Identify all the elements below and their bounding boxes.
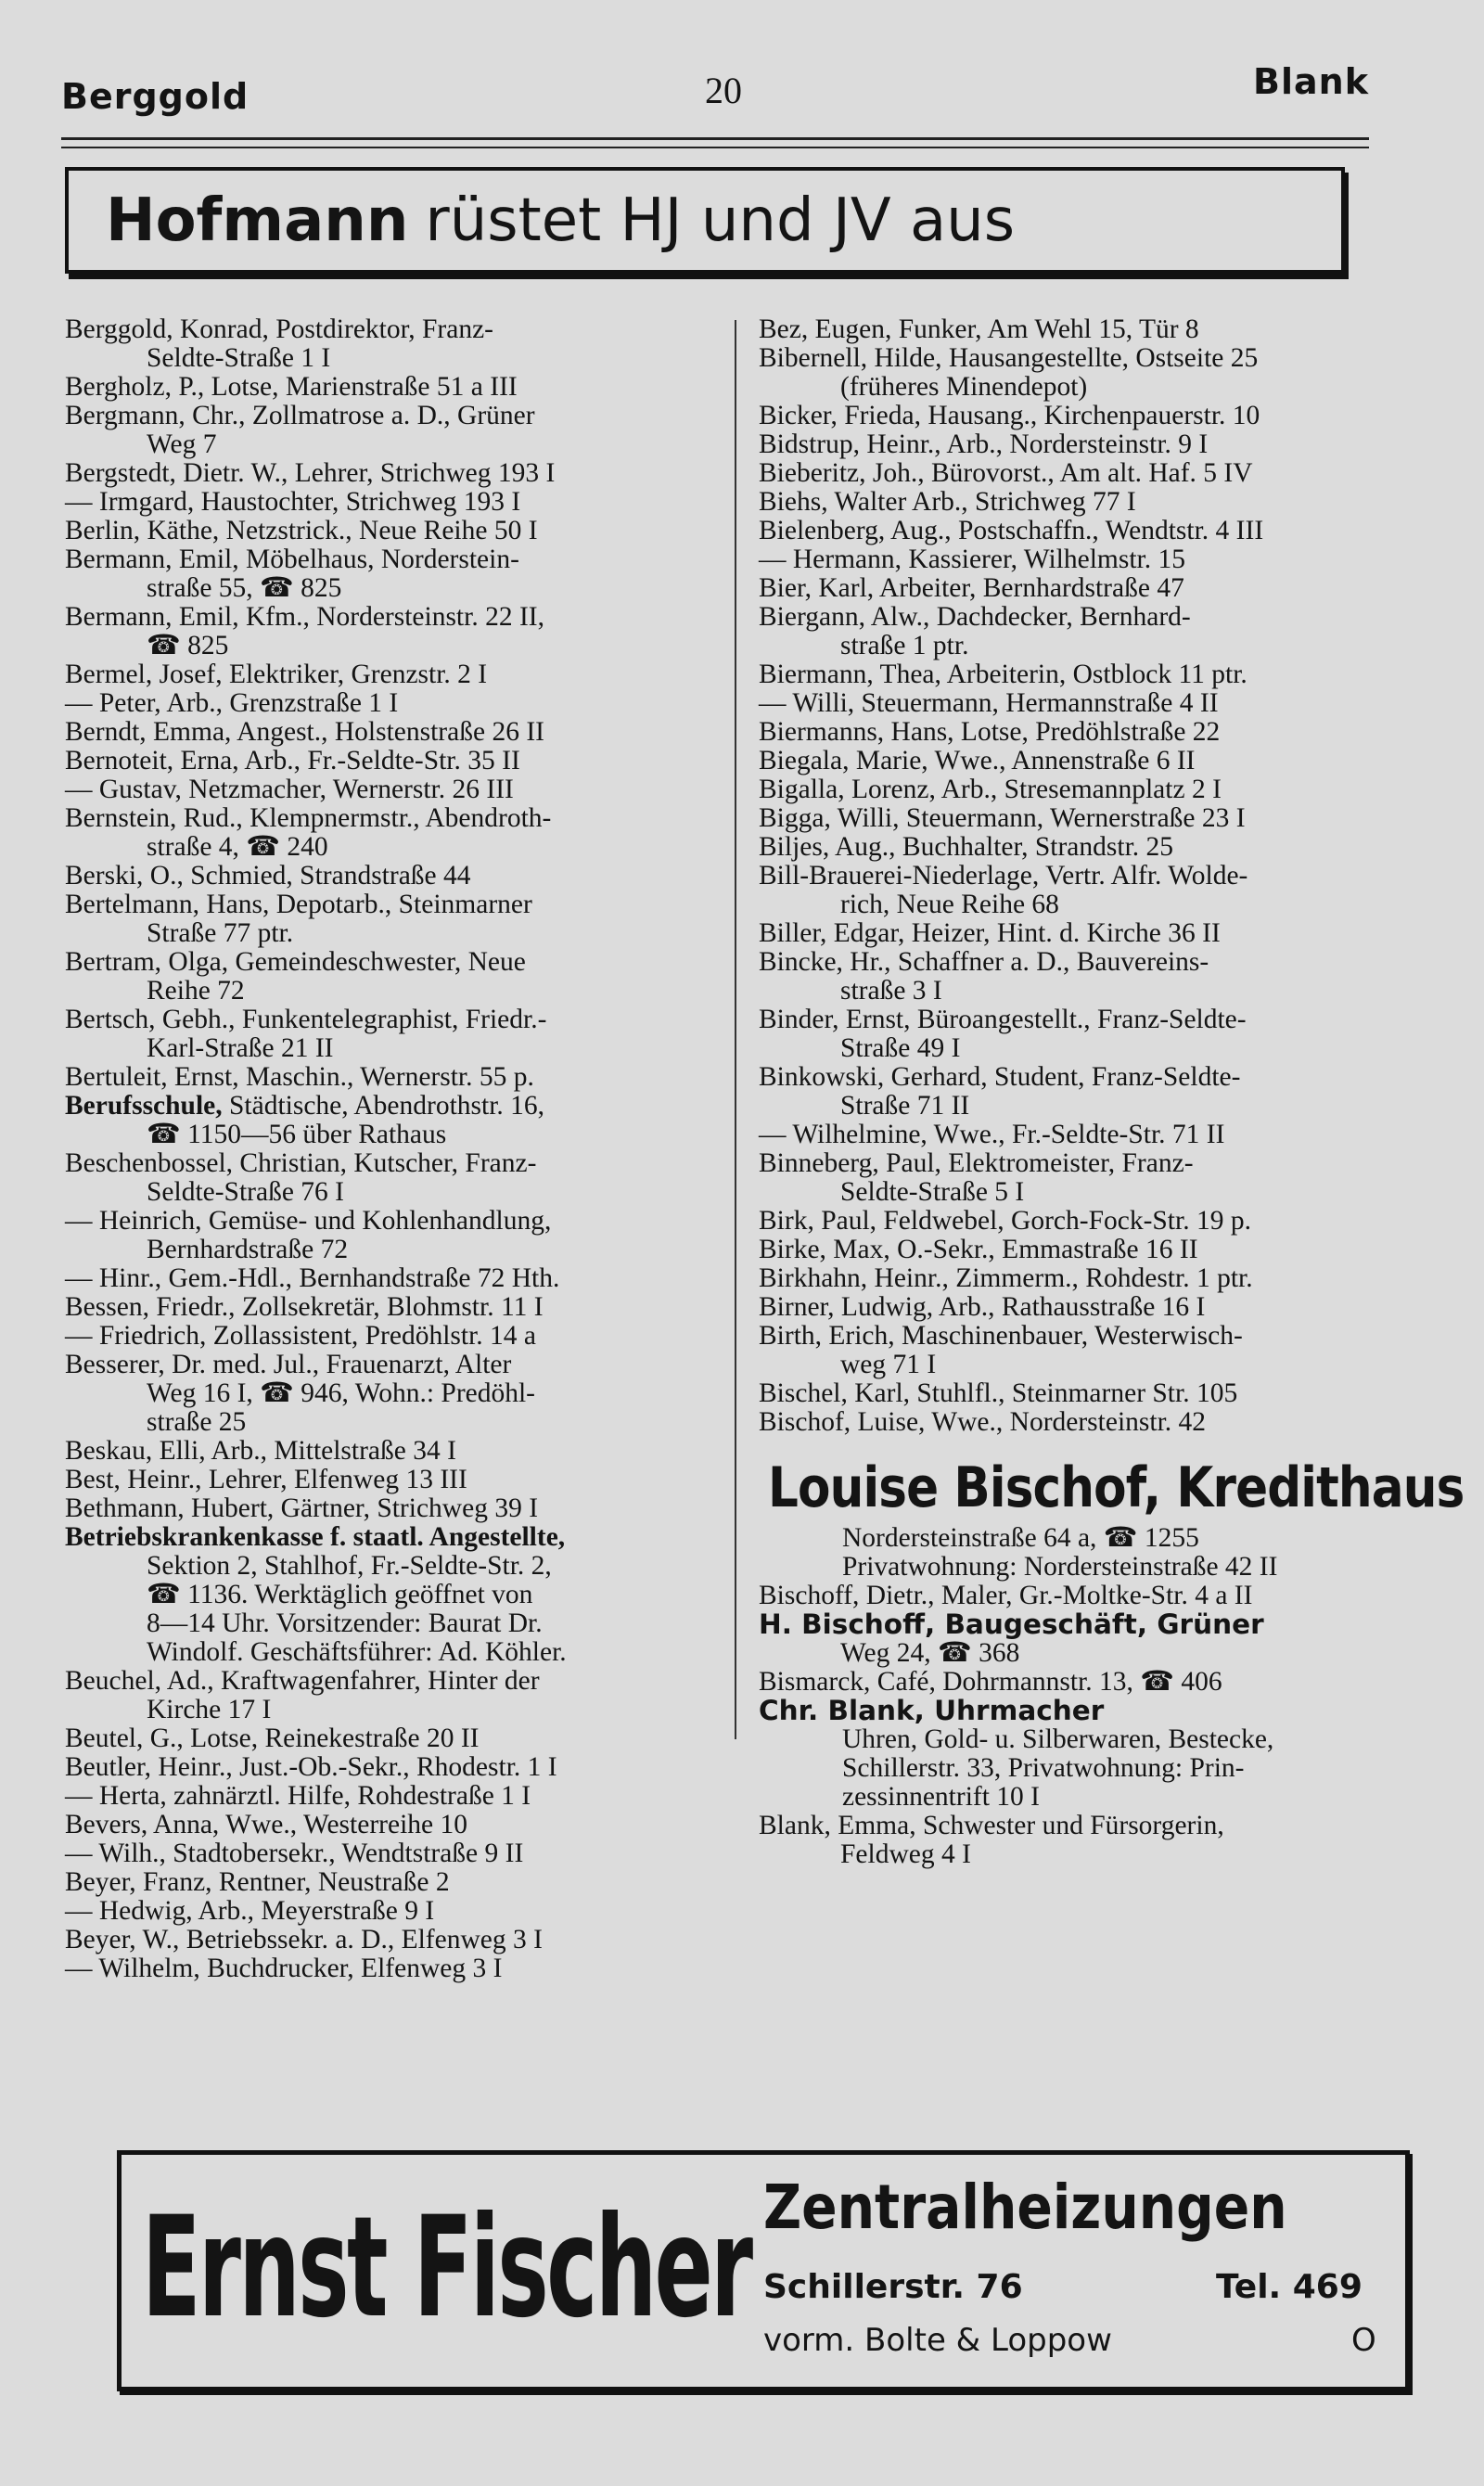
directory-entry-line: Bischel, Karl, Stuhlfl., Steinmarner Str. 105 [759,1378,1238,1408]
directory-entry-line: Binder, Ernst, Büroangestellt., Franz-Seldte- [759,1005,1247,1034]
directory-entry-line: Berufsschule, Städtische, Abendrothstr. 16, [65,1091,545,1121]
directory-entry-line: — Heinrich, Gemüse- und Kohlenhandlung, [65,1206,552,1236]
directory-entry-line: Bibernell, Hilde, Hausangestellte, Ostseite 25 [759,343,1259,373]
directory-entry-line: Birk, Paul, Feldwebel, Gorch-Fock-Str. 19 p. [759,1206,1251,1236]
column-divider [735,320,736,1739]
directory-entry-line: Bez, Eugen, Funker, Am Wehl 15, Tür 8 [759,314,1199,344]
directory-entry-line: Bieberitz, Joh., Bürovorst., Am alt. Haf. 5 IV [759,458,1253,488]
directory-entry-line: Birth, Erich, Maschinenbauer, Westerwisch- [759,1321,1243,1351]
header-rule-thin [61,147,1369,148]
directory-entry-line: Chr. Blank, Uhrmacher [759,1695,1105,1726]
directory-entry-line: ☎ 1136. Werktäglich geöffnet von [147,1580,533,1609]
directory-entry-line: Beuchel, Ad., Kraftwagenfahrer, Hinter der [65,1666,540,1696]
running-head-right: Blank [1253,61,1369,102]
directory-entry-line: straße 25 [147,1407,247,1437]
directory-entry-line: Sektion 2, Stahlhof, Fr.-Seldte-Str. 2, [147,1551,552,1581]
ad-address: Schillerstr. 76 [763,2268,1023,2306]
directory-entry-line: Bertuleit, Ernst, Maschin., Wernerstr. 55 p. [65,1062,534,1092]
directory-entry-line: Blank, Emma, Schwester und Fürsorgerin, [759,1811,1224,1840]
directory-entry-line: Bethmann, Hubert, Gärtner, Strichweg 39 I [65,1493,539,1523]
directory-entry-line: Birner, Ludwig, Arb., Rathausstraße 16 I [759,1292,1206,1322]
directory-entry-line: Bergmann, Chr., Zollmatrose a. D., Grüner [65,401,535,430]
directory-entry-line: Nordersteinstraße 64 a, ☎ 1255 [842,1523,1199,1553]
directory-entry-line: Bermel, Josef, Elektriker, Grenzstr. 2 I [65,660,488,689]
running-head-left: Berggold [61,76,249,117]
directory-entry-line: — Willi, Steuermann, Hermannstraße 4 II [759,688,1219,718]
directory-entry-line: Feldweg 4 I [840,1839,971,1869]
directory-entry-line: Uhren, Gold- u. Silberwaren, Bestecke, [842,1724,1274,1754]
directory-entry-line: Bernoteit, Erna, Arb., Fr.-Seldte-Str. 35 II [65,746,520,775]
banner-slogan: rüstet HJ und JV aus [425,186,1016,255]
hofmann-advertisement [65,167,1345,274]
directory-entry-line: — Hinr., Gem.-Hdl., Bernhandstraße 72 Hth. [65,1263,560,1293]
directory-entry-line: straße 55, ☎ 825 [147,573,342,603]
directory-entry-line: Straße 49 I [840,1033,961,1063]
directory-entry-line: Bismarck, Café, Dohrmannstr. 13, ☎ 406 [759,1667,1222,1697]
directory-entry-line: Seldte-Straße 1 I [147,343,331,373]
directory-entry-line: Berlin, Käthe, Netzstrick., Neue Reihe 50 I [65,516,538,545]
directory-entry-line: Bertram, Olga, Gemeindeschwester, Neue [65,947,526,977]
directory-entry-line: Besserer, Dr. med. Jul., Frauenarzt, Alter [65,1350,512,1379]
directory-entry-line: Bessen, Friedr., Zollsekretär, Blohmstr. 11 I [65,1292,544,1322]
directory-entry-line: Betriebskrankenkasse f. staatl. Angestellte, [65,1522,566,1552]
directory-entry-line: Straße 71 II [840,1091,970,1121]
directory-entry-line: — Gustav, Netzmacher, Wernerstr. 26 III [65,775,514,804]
directory-entry-line: Beskau, Elli, Arb., Mittelstraße 34 I [65,1436,456,1466]
directory-entry-line: Beyer, Franz, Rentner, Neustraße 2 [65,1867,450,1897]
directory-entry-line: Bier, Karl, Arbeiter, Bernhardstraße 47 [759,573,1184,603]
directory-entry-line: Berggold, Konrad, Postdirektor, Franz- [65,314,494,344]
left-column-entries [65,315,722,1983]
directory-entry-line: Bincke, Hr., Schaffner a. D., Bauvereins- [759,947,1209,977]
directory-entry-line: straße 3 I [840,976,942,1006]
directory-entry-line: Best, Heinr., Lehrer, Elfenweg 13 III [65,1465,467,1494]
directory-entry-line: — Wilhelmine, Wwe., Fr.-Seldte-Str. 71 II [759,1120,1225,1149]
ad-formerly: vorm. Bolte & Loppow [763,2322,1112,2359]
directory-entry-line: Bermann, Emil, Möbelhaus, Norderstein- [65,545,519,574]
directory-entry-line: H. Bischoff, Baugeschäft, Grüner [759,1608,1264,1640]
directory-entry-line: Bigga, Willi, Steuermann, Wernerstraße 23 I [759,803,1246,833]
directory-entry-line: Bigalla, Lorenz, Arb., Stresemannplatz 2 I [759,775,1222,804]
directory-entry-line: Windolf. Geschäftsführer: Ad. Köhler. [147,1637,567,1667]
directory-entry-line: Berski, O., Schmied, Strandstraße 44 [65,861,471,891]
directory-entry-line: Beschenbossel, Christian, Kutscher, Franz- [65,1148,537,1178]
directory-entry-line: Bernhardstraße 72 [147,1235,349,1264]
directory-entry-line: — Wilhelm, Buchdrucker, Elfenweg 3 I [65,1954,503,1983]
directory-entry-line: — Hedwig, Arb., Meyerstraße 9 I [65,1896,435,1926]
ernst-fischer-advertisement [117,2150,1410,2391]
directory-entry-line: Seldte-Straße 5 I [840,1177,1025,1207]
directory-entry-line: Biegala, Marie, Wwe., Annenstraße 6 II [759,746,1196,775]
directory-entry-line: Weg 16 I, ☎ 946, Wohn.: Predöhl- [147,1378,536,1408]
directory-entry-line: weg 71 I [840,1350,937,1379]
directory-entry-line: — Irmgard, Haustochter, Strichweg 193 I [65,487,521,517]
directory-entry-line: Bergstedt, Dietr. W., Lehrer, Strichweg 193 I [65,458,556,488]
directory-entry-line: Bermann, Emil, Kfm., Nordersteinstr. 22 II, [65,602,544,632]
directory-entry-line: Weg 7 [147,429,217,459]
directory-entry-line: Birkhahn, Heinr., Zimmerm., Rohdestr. 1 ptr. [759,1263,1253,1293]
ad-mark: O [1351,2322,1376,2359]
directory-entry-line: Berndt, Emma, Angest., Holstenstraße 26 II [65,717,544,747]
directory-entry-line: 8—14 Uhr. Vorsitzender: Baurat Dr. [147,1608,543,1638]
directory-entry-line: Bergholz, P., Lotse, Marienstraße 51 a III [65,372,518,402]
directory-entry-line: Karl-Straße 21 II [147,1033,334,1063]
directory-entry-line: Biljes, Aug., Buchhalter, Strandstr. 25 [759,832,1174,862]
directory-entry-line: Birke, Max, O.-Sekr., Emmastraße 16 II [759,1235,1198,1264]
directory-entry-line: Bernstein, Rud., Klempnermstr., Abendroth- [65,803,552,833]
directory-entry-line: Bischof, Luise, Wwe., Nordersteinstr. 42 [759,1407,1207,1437]
directory-entry-line: Biehs, Walter Arb., Strichweg 77 I [759,487,1136,517]
directory-entry-line: Reihe 72 [147,976,245,1006]
directory-entry-line: Bertsch, Gebh., Funkentelegraphist, Friedr.- [65,1005,547,1034]
right-column-entries [759,314,1465,1869]
directory-entry-line: Straße 77 ptr. [147,918,294,948]
directory-entry-line: Beyer, W., Betriebssekr. a. D., Elfenweg 3 I [65,1925,543,1954]
banner-brand: Hofmann [106,186,409,255]
directory-entry-line: Binkowski, Gerhard, Student, Franz-Seldte- [759,1062,1241,1092]
directory-entry-line: Bill-Brauerei-Niederlage, Vertr. Alfr. Wolde- [759,861,1248,891]
ad-company-name: Ernst Fischer [142,2187,751,2349]
directory-entry-line: zessinnentrift 10 I [842,1782,1040,1812]
directory-entry-line: Bidstrup, Heinr., Arb., Nordersteinstr. 9 I [759,429,1209,459]
directory-entry-line: Beutler, Heinr., Just.-Ob.-Sekr., Rhodestr. 1 I [65,1752,557,1782]
directory-entry-line: straße 1 ptr. [840,631,969,660]
directory-entry-line: Bicker, Frieda, Hausang., Kirchenpauerstr. 10 [759,401,1260,430]
directory-entry-line: Weg 24, ☎ 368 [840,1638,1020,1668]
ad-telephone: Tel. 469 [1216,2268,1362,2306]
directory-entry-line: Kirche 17 I [147,1695,272,1724]
directory-entry-line: Bielenberg, Aug., Postschaffn., Wendtstr. 4 III [759,516,1264,545]
directory-entry-line: (früheres Minendepot) [840,372,1088,402]
directory-entry-line: Bevers, Anna, Wwe., Westerreihe 10 [65,1810,467,1839]
directory-entry-line: Seldte-Straße 76 I [147,1177,344,1207]
ad-trade: Zentralheizungen [763,2172,1287,2243]
directory-entry-line: Schillerstr. 33, Privatwohnung: Prin- [842,1753,1245,1783]
directory-entry-line: Beutel, G., Lotse, Reinekestraße 20 II [65,1724,480,1753]
directory-entry-line: Biermann, Thea, Arbeiterin, Ostblock 11 ptr. [759,660,1247,689]
directory-entry-line: — Wilh., Stadtobersekr., Wendtstraße 9 II [65,1839,524,1868]
directory-entry-line: Bischoff, Dietr., Maler, Gr.-Moltke-Str. 4 a II [759,1581,1253,1610]
louise-bischof-advertisement: Louise Bischof, Kredithaus [768,1455,1465,1520]
directory-entry-line: Privatwohnung: Nordersteinstraße 42 II [842,1552,1278,1582]
page-number: 20 [705,70,742,111]
directory-entry-line: ☎ 825 [147,631,229,660]
header-rule [61,137,1369,140]
directory-entry-line: ☎ 1150—56 über Rathaus [147,1120,447,1149]
directory-entry-line: Biergann, Alw., Dachdecker, Bernhard- [759,602,1191,632]
directory-entry-line: — Hermann, Kassierer, Wilhelmstr. 15 [759,545,1185,574]
directory-entry-line: Biermanns, Hans, Lotse, Predöhlstraße 22 [759,717,1221,747]
directory-entry-line: rich, Neue Reihe 68 [840,890,1059,919]
directory-entry-line: straße 4, ☎ 240 [147,832,328,862]
directory-entry-line: Binneberg, Paul, Elektromeister, Franz- [759,1148,1194,1178]
directory-entry-line: — Herta, zahnärztl. Hilfe, Rohdestraße 1 I [65,1781,531,1811]
directory-entry-line: — Friedrich, Zollassistent, Predöhlstr. 14 a [65,1321,536,1351]
directory-entry-line: — Peter, Arb., Grenzstraße 1 I [65,688,399,718]
directory-entry-line: Biller, Edgar, Heizer, Hint. d. Kirche 36 II [759,918,1221,948]
directory-entry-line: Bertelmann, Hans, Depotarb., Steinmarner [65,890,532,919]
